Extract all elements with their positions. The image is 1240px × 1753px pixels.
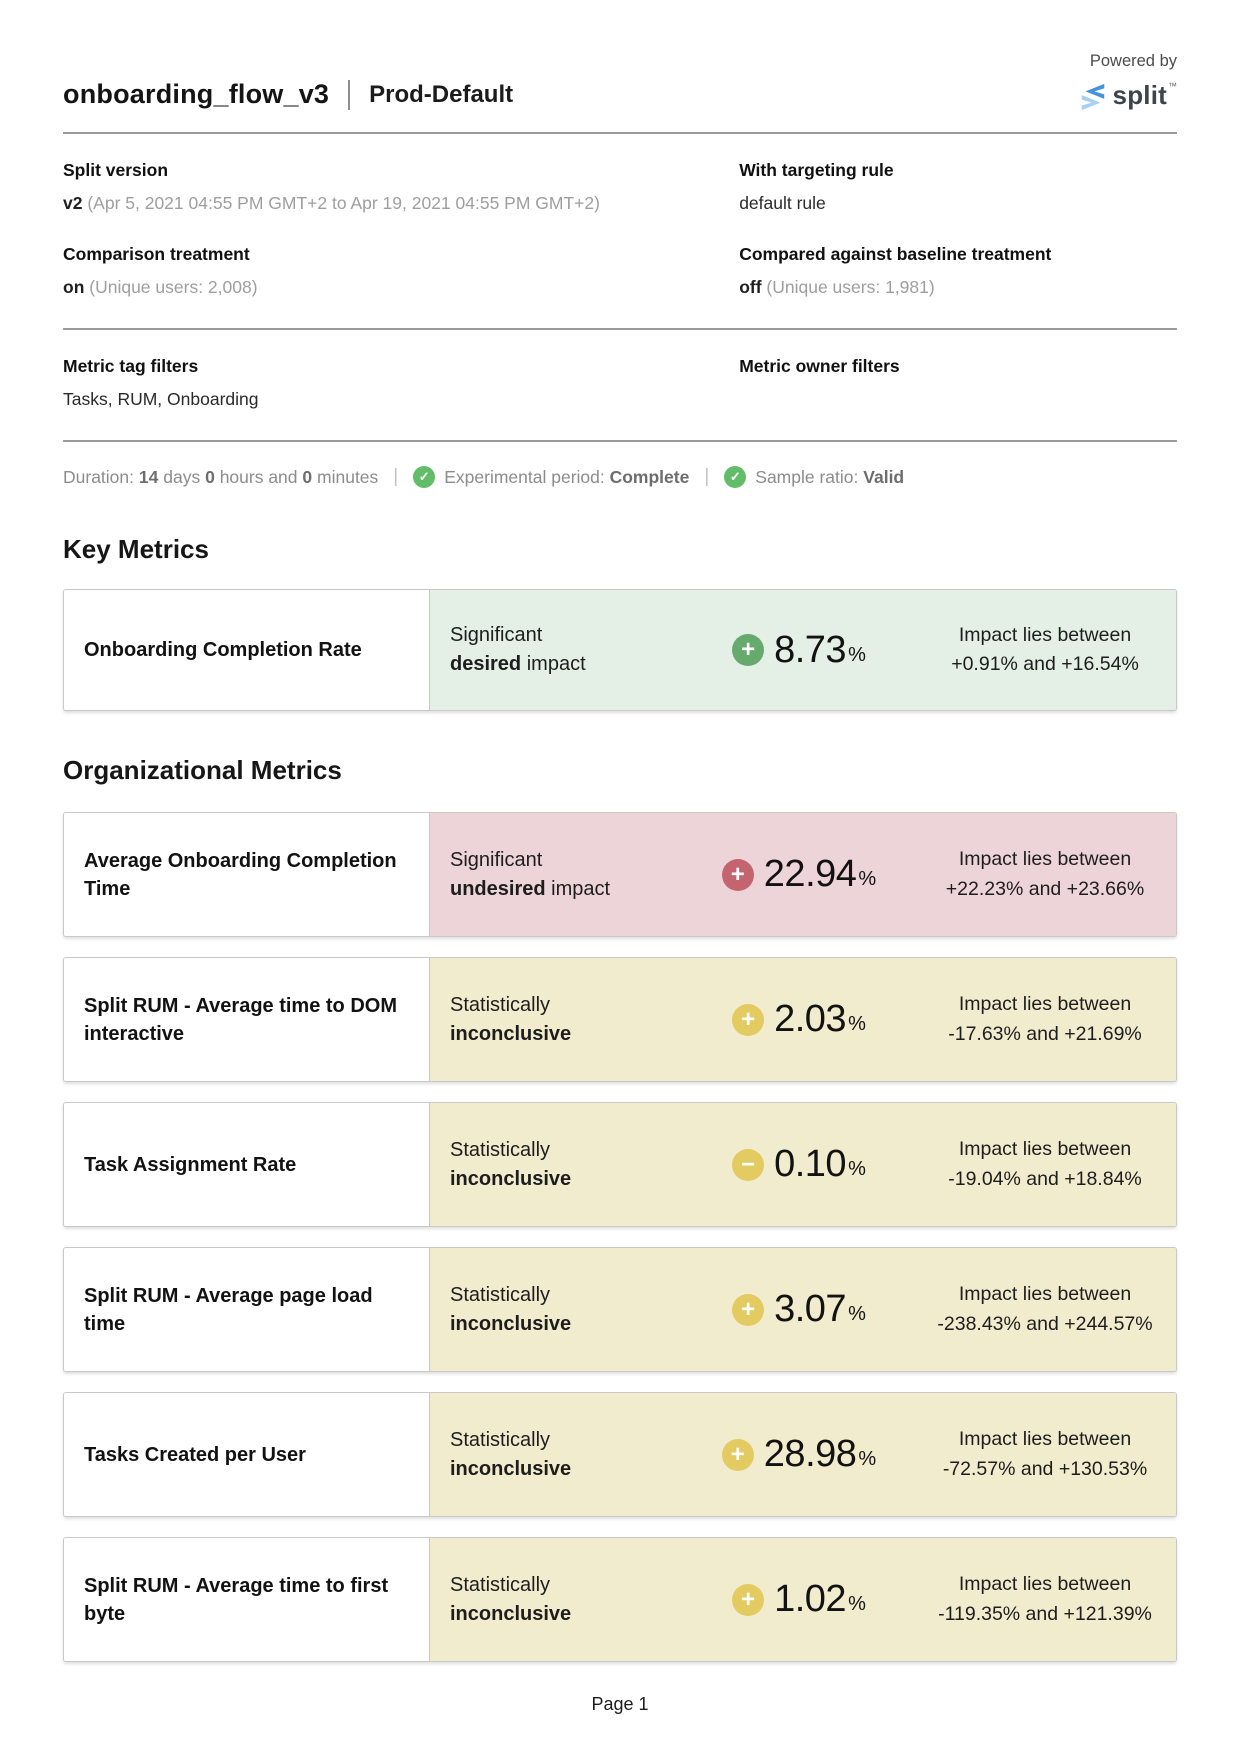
split-logo-wordmark: split xyxy=(1112,80,1167,110)
metric-card xyxy=(63,1392,1177,1517)
impact-value: 1.02 xyxy=(774,1578,847,1620)
report-header xyxy=(63,0,1177,112)
metric-significance: Statistically inconclusive xyxy=(450,1283,572,1335)
key-metrics-heading: Key Metrics xyxy=(63,534,209,564)
meta-label: Metric tag filters xyxy=(63,356,199,376)
metric-name: Average Onboarding Completion Time xyxy=(64,813,430,936)
meta-tag-filters xyxy=(63,356,739,410)
meta-value: Tasks, RUM, Onboarding xyxy=(63,389,259,409)
impact-value: 2.03 xyxy=(774,998,847,1040)
check-icon: ✓ xyxy=(724,466,746,488)
impact-range: Impact lies between -72.57% and +130.53% xyxy=(942,1428,1148,1480)
impact-value: 8.73 xyxy=(774,628,847,671)
metric-card xyxy=(63,1102,1177,1227)
metric-result xyxy=(430,1393,1176,1516)
metric-value-group xyxy=(668,1143,930,1186)
powered-by-block xyxy=(1078,52,1177,112)
split-name-title: onboarding_flow_v3 xyxy=(63,79,330,109)
meta-targeting-rule xyxy=(739,160,1177,214)
metric-result xyxy=(430,958,1176,1081)
split-logo-icon xyxy=(1078,82,1108,112)
meta-split-version xyxy=(63,160,739,214)
metric-value-group xyxy=(668,1433,930,1476)
impact-range: Impact lies between -17.63% and +21.69% xyxy=(948,993,1142,1045)
impact-range: Impact lies between -19.04% and +18.84% xyxy=(948,1138,1142,1190)
meta-label: Metric owner filters xyxy=(739,356,900,376)
impact-value: 3.07 xyxy=(774,1288,847,1330)
metric-name: Onboarding Completion Rate xyxy=(64,590,430,710)
metric-name: Split RUM - Average time to first byte xyxy=(64,1538,430,1661)
meta-baseline-treatment xyxy=(739,244,1177,298)
metric-value-group xyxy=(668,998,930,1041)
meta-label: Compared against baseline treatment xyxy=(739,244,1052,264)
experimental-period-status: ✓ Experimental period: Complete xyxy=(413,466,689,488)
organizational-metrics-heading: Organizational Metrics xyxy=(63,755,342,785)
impact-unit: % xyxy=(848,1158,866,1180)
title-divider xyxy=(348,80,350,110)
impact-range: Impact lies between -119.35% and +121.39% xyxy=(938,1573,1152,1625)
status-separator: | xyxy=(704,466,710,487)
metric-card xyxy=(63,1247,1177,1372)
metric-value-group xyxy=(668,853,930,896)
metric-name: Task Assignment Rate xyxy=(64,1103,430,1226)
metric-result xyxy=(430,1248,1176,1371)
metric-significance: Statistically inconclusive xyxy=(450,1573,572,1625)
minus-icon: − xyxy=(732,1149,764,1181)
plus-icon: + xyxy=(732,1004,764,1036)
metric-card xyxy=(63,957,1177,1082)
metric-result xyxy=(430,590,1176,710)
impact-unit: % xyxy=(848,1303,866,1325)
metric-significance: Statistically inconclusive xyxy=(450,1428,572,1480)
meta-value: default rule xyxy=(739,193,826,213)
impact-unit: % xyxy=(858,1448,877,1470)
metric-significance: Statistically inconclusive xyxy=(450,1138,572,1190)
meta-owner-filters xyxy=(739,356,1177,410)
metric-name: Split RUM - Average page load time xyxy=(64,1248,430,1371)
experiment-status-bar xyxy=(63,442,1177,488)
impact-unit: % xyxy=(848,643,866,666)
impact-range: Impact lies between +22.23% and +23.66% xyxy=(945,848,1145,900)
metric-significance: Significant undesired impact xyxy=(450,848,611,900)
page-number: Page 1 xyxy=(591,1694,649,1714)
plus-icon: + xyxy=(732,1584,764,1616)
plus-icon: + xyxy=(722,1439,754,1471)
meta-label: With targeting rule xyxy=(739,160,894,180)
metric-card xyxy=(63,812,1177,937)
impact-value: 0.10 xyxy=(774,1143,847,1185)
metric-significance: Statistically inconclusive xyxy=(450,993,572,1045)
meta-value: v2 (Apr 5, 2021 04:55 PM GMT+2 to Apr 19, 2021 04:55 PM GMT+2) xyxy=(63,193,600,213)
impact-range: Impact lies between -238.43% and +244.57% xyxy=(937,1283,1153,1335)
metric-significance: Significant desired impact xyxy=(450,624,586,675)
impact-unit: % xyxy=(848,1593,866,1615)
metric-result xyxy=(430,813,1176,936)
check-icon: ✓ xyxy=(413,466,435,488)
metric-name: Tasks Created per User xyxy=(64,1393,430,1516)
powered-by-label: Powered by xyxy=(1089,52,1177,70)
metric-value-group xyxy=(668,629,930,672)
meta-value: off (Unique users: 1,981) xyxy=(739,277,935,297)
impact-unit: % xyxy=(858,868,877,890)
report-title-row xyxy=(63,79,513,112)
meta-comparison-treatment xyxy=(63,244,739,298)
impact-value: 28.98 xyxy=(763,1433,857,1475)
impact-value: 22.94 xyxy=(763,853,857,895)
metric-card xyxy=(63,589,1177,711)
metric-value-group xyxy=(668,1578,930,1621)
split-logo xyxy=(1078,79,1177,112)
status-separator: | xyxy=(393,466,399,487)
plus-icon: + xyxy=(732,1294,764,1326)
meta-label: Comparison treatment xyxy=(63,244,250,264)
impact-range: Impact lies between +0.91% and +16.54% xyxy=(951,623,1139,675)
meta-label: Split version xyxy=(63,160,169,180)
metric-name: Split RUM - Average time to DOM interactive xyxy=(64,958,430,1081)
trademark-mark: ™ xyxy=(1168,81,1177,91)
experiment-metadata xyxy=(63,134,1177,328)
metric-card xyxy=(63,1537,1177,1662)
plus-icon: + xyxy=(722,859,754,891)
metric-result xyxy=(430,1538,1176,1661)
metric-result xyxy=(430,1103,1176,1226)
plus-icon: + xyxy=(732,634,764,666)
environment-name: Prod-Default xyxy=(369,80,514,108)
duration-status: Duration: 14 days 0 hours and 0 minutes xyxy=(63,466,379,487)
meta-value: on (Unique users: 2,008) xyxy=(63,277,258,297)
metric-value-group xyxy=(668,1288,930,1331)
impact-unit: % xyxy=(848,1013,866,1035)
filter-metadata xyxy=(63,330,1177,440)
sample-ratio-status: ✓ Sample ratio: Valid xyxy=(724,466,904,488)
